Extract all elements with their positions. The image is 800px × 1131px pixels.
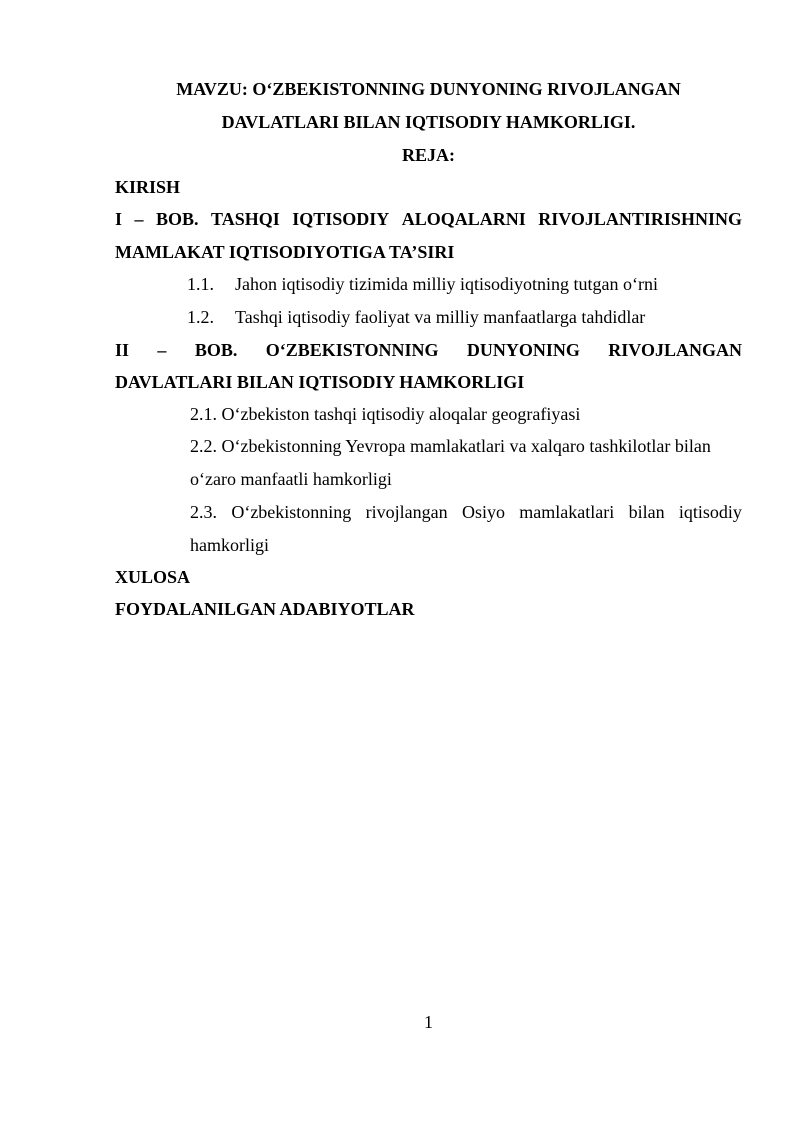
section-2-3-word: 2.3. (190, 502, 217, 522)
chapter1-word: TASHQI (211, 209, 280, 229)
section-2-3-word: Osiyo (461, 502, 505, 522)
conclusion-heading: XULOSA (115, 567, 191, 587)
section-2-3-word: mamlakatlari (519, 502, 615, 522)
page-number: 1 (424, 1012, 433, 1032)
section-2-3-word: rivojlangan (365, 502, 448, 522)
section-text: Tashqi iqtisodiy faoliyat va milliy manfaatlarga tahdidlar (235, 307, 646, 327)
section-1-2 (187, 306, 645, 328)
section-1-1 (187, 273, 658, 295)
section-2-2-line-1: 2.2. O‘zbekistonning Yevropa mamlakatlari va xalqaro tashkilotlar bilan (190, 436, 711, 456)
section-number: 1.2. (187, 307, 214, 327)
section-2-3-word: iqtisodiy (678, 502, 742, 522)
plan-heading: REJA: (402, 145, 455, 165)
section-2-1: 2.1. O‘zbekiston tashqi iqtisodiy aloqalar geografiyasi (190, 404, 581, 424)
chapter1-word: IQTISODIY (292, 209, 390, 229)
section-2-3-line-2: hamkorligi (190, 535, 269, 555)
section-text: Jahon iqtisodiy tizimida milliy iqtisodiyotning tutgan o‘rni (235, 274, 658, 294)
chapter1-title-line-2: MAMLAKAT IQTISODIYOTIGA TA’SIRI (115, 242, 455, 262)
chapter2-word: BOB. (194, 340, 238, 360)
chapter1-word: ALOQALARNI (401, 209, 526, 229)
section-number: 1.1. (187, 274, 214, 294)
chapter2-title-line-1 (115, 339, 742, 361)
chapter2-title-line-2: DAVLATLARI BILAN IQTISODIY HAMKORLIGI (115, 372, 525, 392)
section-2-3-line-1 (190, 501, 742, 523)
chapter1-word: I (115, 209, 123, 229)
chapter1-title-line-1 (115, 208, 742, 230)
section-2-2-line-2: o‘zaro manfaatli hamkorligi (190, 469, 392, 489)
section-2-3-word: bilan (628, 502, 665, 522)
chapter1-word: BOB. (156, 209, 199, 229)
chapter2-word: O‘ZBEKISTONNING (265, 340, 439, 360)
title-line-2: DAVLATLARI BILAN IQTISODIY HAMKORLIGI. (221, 112, 636, 132)
references-heading: FOYDALANILGAN ADABIYOTLAR (115, 599, 415, 619)
chapter1-word: – (134, 209, 144, 229)
title-line-1: MAVZU: O‘ZBEKISTONNING DUNYONING RIVOJLANGAN (176, 79, 681, 99)
chapter2-word: RIVOJLANGAN (608, 340, 742, 360)
chapter2-word: II (115, 340, 130, 360)
intro-heading: KIRISH (115, 177, 181, 197)
section-2-3-word: O‘zbekistonning (231, 502, 352, 522)
chapter2-word: – (157, 340, 167, 360)
chapter2-word: DUNYONING (466, 340, 580, 360)
chapter1-word: RIVOJLANTIRISHNING (538, 209, 742, 229)
